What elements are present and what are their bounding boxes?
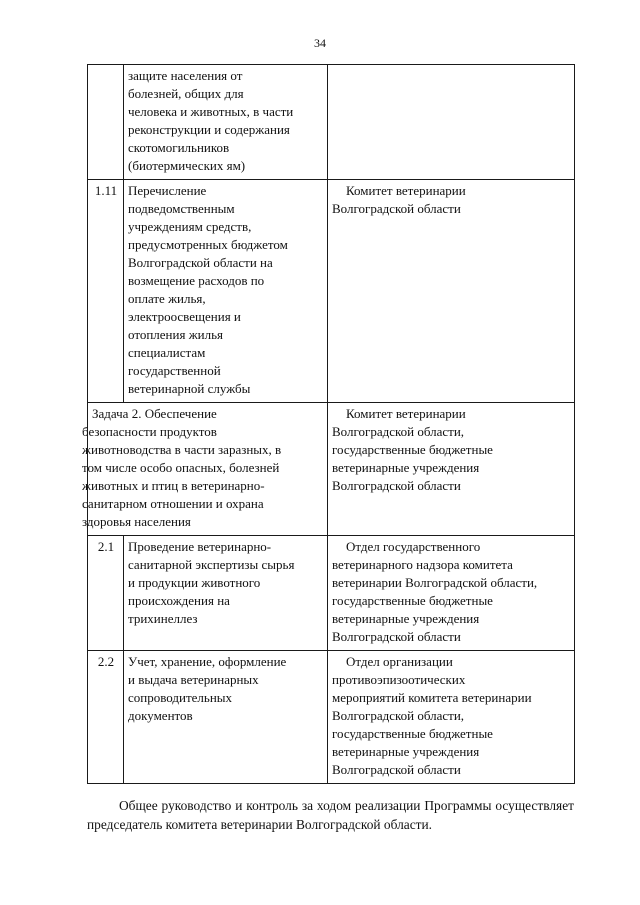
executor-cell	[328, 403, 575, 536]
measure-text: защите населения от болезней, общих для человека и животных, в части реконструкции и содержания скотомогильников (биотермических ям)	[128, 68, 294, 173]
measure-cell	[124, 536, 328, 651]
closing-paragraph: Общее руководство и контроль за ходом реализации Программы осуществляет председатель комитета ветеринарии Волгоградской области.	[87, 798, 574, 832]
executor-cell	[328, 651, 575, 784]
table-row	[88, 536, 575, 651]
measure-text: Учет, хранение, оформление и выдача ветеринарных сопроводительных документов	[128, 654, 287, 723]
table-row	[88, 651, 575, 784]
row-number-cell	[88, 65, 124, 180]
executor-cell	[328, 65, 575, 180]
row-number-cell	[88, 651, 124, 784]
row-number: 2.2	[97, 654, 115, 669]
executor-text: Комитет ветеринарии Волгоградской области, государственные бюджетные ветеринарные учреждения Волгоградской области	[332, 406, 493, 493]
measure-cell	[124, 65, 328, 180]
measure-cell	[124, 651, 328, 784]
row-number: 2.1	[97, 539, 115, 554]
executor-cell	[328, 180, 575, 403]
measure-text: Перечисление подведомственным учреждениям средств, предусмотренных бюджетом Волгоградской области на возмещение расходов по оплате жилья, электроосвещения и отопления жилья специалистам государственной ветеринарной службы	[128, 183, 288, 396]
executor-text: Отдел организации противоэпизоотических мероприятий комитета ветеринарии Волгоградской области, государственные бюджетные ветеринарные учреждения Волгоградской области	[332, 654, 532, 777]
table-row-task	[88, 403, 575, 536]
row-number-cell	[88, 536, 124, 651]
executor-cell	[328, 536, 575, 651]
task-cell	[82, 403, 328, 536]
table-row	[88, 65, 575, 180]
page-number: 34	[314, 36, 326, 50]
executor-text: Отдел государственного ветеринарного надзора комитета ветеринарии Волгоградской области, государственные бюджетные ветеринарные учреждения Волгоградской области	[332, 539, 538, 644]
measure-text: Проведение ветеринарно- санитарной экспертизы сырья и продукции животного происхождения на трихинеллез	[128, 539, 295, 626]
program-table	[82, 64, 575, 784]
row-number: 1.11	[94, 183, 118, 198]
task-text: Задача 2. Обеспечение безопасности продуктов животноводства в части заразных, в том числе особо опасных, болезней животных и птиц в ветеринарно- санитарном отношении и охрана здоровья населения	[82, 406, 282, 529]
table-row	[88, 180, 575, 403]
executor-text: Комитет ветеринарии Волгоградской области	[332, 183, 466, 216]
measure-cell	[124, 180, 328, 403]
row-number-cell	[88, 180, 124, 403]
